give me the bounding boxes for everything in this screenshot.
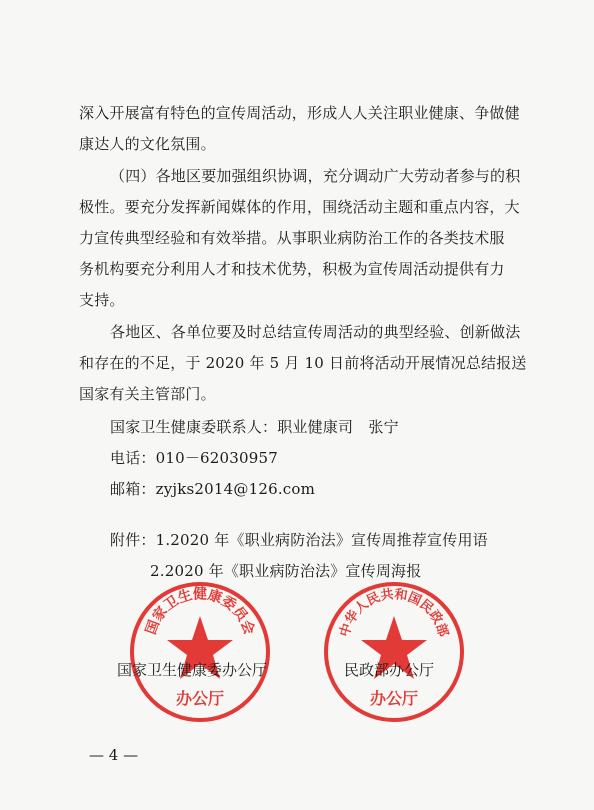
- nhc-seal: [130, 582, 270, 722]
- attachment-item-2: 2.2020 年《职业病防治法》宣传周海报: [150, 562, 422, 580]
- contact-phone: 电话：010－62030957: [110, 449, 278, 467]
- attachment-item-1: 附件：1.2020 年《职业病防治法》宣传周推荐宣传用语: [110, 531, 488, 549]
- paragraph-line: 深入开展富有特色的宣传周活动，形成人人关注职业健康、争做健: [79, 104, 520, 122]
- paragraph-line: 国家有关主管部门。: [79, 385, 216, 403]
- contact-person: 国家卫生健康委联系人：职业健康司 张宁: [110, 418, 399, 436]
- svg-text:办公厅: 办公厅: [369, 689, 419, 708]
- paragraph-line: 各地区、各单位要及时总结宣传周活动的典型经验、创新做法: [110, 323, 521, 341]
- paragraph-line: 和存在的不足，于 2020 年 5 月 10 日前将活动开展情况总结报送: [79, 354, 527, 372]
- svg-text:国家卫生健康委员会: 国家卫生健康委员会: [143, 586, 257, 637]
- mca-seal: [324, 582, 464, 722]
- paragraph-line: （四）各地区要加强组织协调，充分调动广大劳动者参与的积: [110, 167, 521, 185]
- paragraph-line: 务机构要充分利用人才和技术优势，积极为宣传周活动提供有力: [79, 260, 505, 278]
- signature-nhc-office: 国家卫生健康委办公厅: [117, 661, 268, 679]
- paragraph-line: 支持。: [79, 291, 125, 309]
- svg-text:办公厅: 办公厅: [175, 689, 225, 708]
- page-number: — 4 —: [89, 746, 139, 764]
- paragraph-line: 极性。要充分发挥新闻媒体的作用，围绕活动主题和重点内容，大: [79, 198, 520, 216]
- svg-text:中华人民共和国民政部: 中华人民共和国民政部: [337, 587, 451, 639]
- paragraph-line: 康达人的文化氛围。: [79, 135, 216, 153]
- contact-email: 邮箱：zyjks2014@126.com: [110, 480, 316, 498]
- signature-mca-office: 民政部办公厅: [344, 661, 435, 679]
- paragraph-line: 力宣传典型经验和有效举措。从事职业病防治工作的各类技术服: [79, 229, 505, 247]
